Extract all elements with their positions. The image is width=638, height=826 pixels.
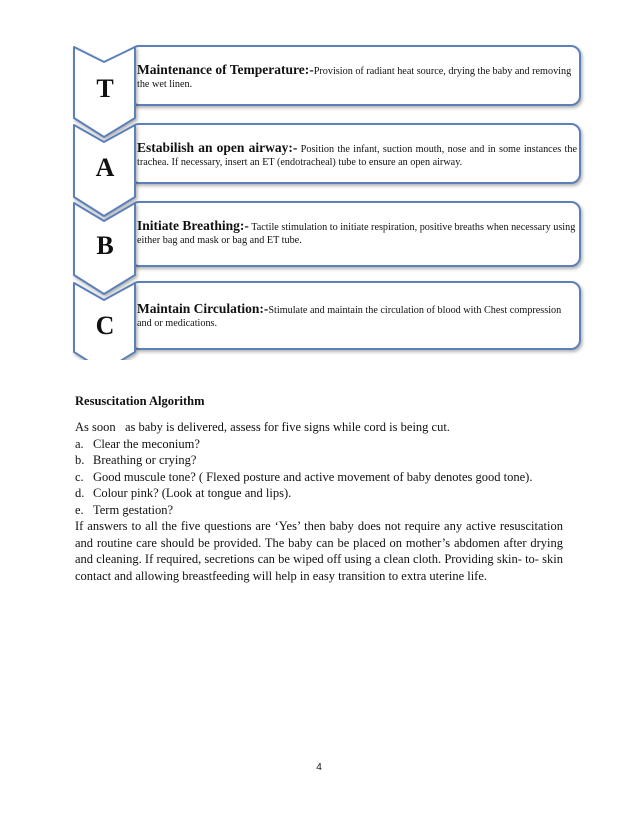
section-title: Resuscitation Algorithm xyxy=(75,394,205,408)
checklist-marker: e. xyxy=(75,502,84,517)
tabc-diagram xyxy=(0,0,638,360)
checklist-text: Breathing or crying? xyxy=(93,453,197,467)
step-letter-b: B xyxy=(96,231,114,260)
body-text xyxy=(75,419,563,584)
step-letter-a: A xyxy=(95,153,115,182)
step-heading-b: Initiate Breathing:- xyxy=(137,218,249,233)
step-desc-a: Position the infant, suction mouth, nose and in some instances the trachea. If necessary, insert an ET (endotracheal) tube to ensure an open airway. xyxy=(137,144,577,169)
checklist-marker: a. xyxy=(75,436,84,451)
step-text-t xyxy=(137,61,577,91)
step-heading-c: Maintain Circulation:- xyxy=(137,301,269,316)
closing-paragraph: If answers to all the five questions are ‘Yes’ then baby does not require any active resuscitation and routine care should be provided. The baby can be placed on mother’s abdomen after drying and cleaning. If required, secretions can be wiped off using a clean cloth. Providing skin- to- skin contact and allowing breastfeeding will help in easy transition to extra uterine life. xyxy=(75,519,563,583)
step-desc-c: Stimulate and maintain the circulation of blood with Chest compression and or medications. xyxy=(137,305,562,330)
step-heading-t: Maintenance of Temperature:- xyxy=(137,62,314,77)
step-desc-t: Provision of radiant heat source, drying the baby and removing the wet linen. xyxy=(137,66,572,91)
page-number: 4 xyxy=(316,762,322,773)
step-text-a xyxy=(137,139,577,169)
checklist-text: Term gestation? xyxy=(93,502,173,517)
checklist-item xyxy=(75,452,563,469)
checklist-marker: d. xyxy=(75,486,85,500)
checklist-item xyxy=(75,469,563,486)
step-letter-t: T xyxy=(96,74,114,103)
checklist-marker: b. xyxy=(75,453,85,467)
checklist-text: Colour pink? (Look at tongue and lips). xyxy=(93,486,292,500)
step-desc-b: Tactile stimulation to initiate respiration, positive breaths when necessary using either bag and mask or bag and ET tube. xyxy=(137,222,576,247)
checklist-text: Clear the meconium? xyxy=(93,436,200,451)
intro-text: As soon as baby is delivered, assess for five signs while cord is being cut. xyxy=(75,420,450,434)
step-text-b xyxy=(137,217,577,247)
checklist-text: Good muscule tone? ( Flexed posture and active movement of baby denotes good tone). xyxy=(93,469,533,484)
step-heading-a: Estabilish an open airway:- xyxy=(137,140,298,155)
checklist-item xyxy=(75,485,563,502)
checklist xyxy=(75,436,563,519)
step-text-c xyxy=(137,300,577,330)
step-letter-c: C xyxy=(95,311,115,340)
checklist-item xyxy=(75,502,563,519)
checklist-item xyxy=(75,436,563,453)
checklist-marker: c. xyxy=(75,469,84,484)
